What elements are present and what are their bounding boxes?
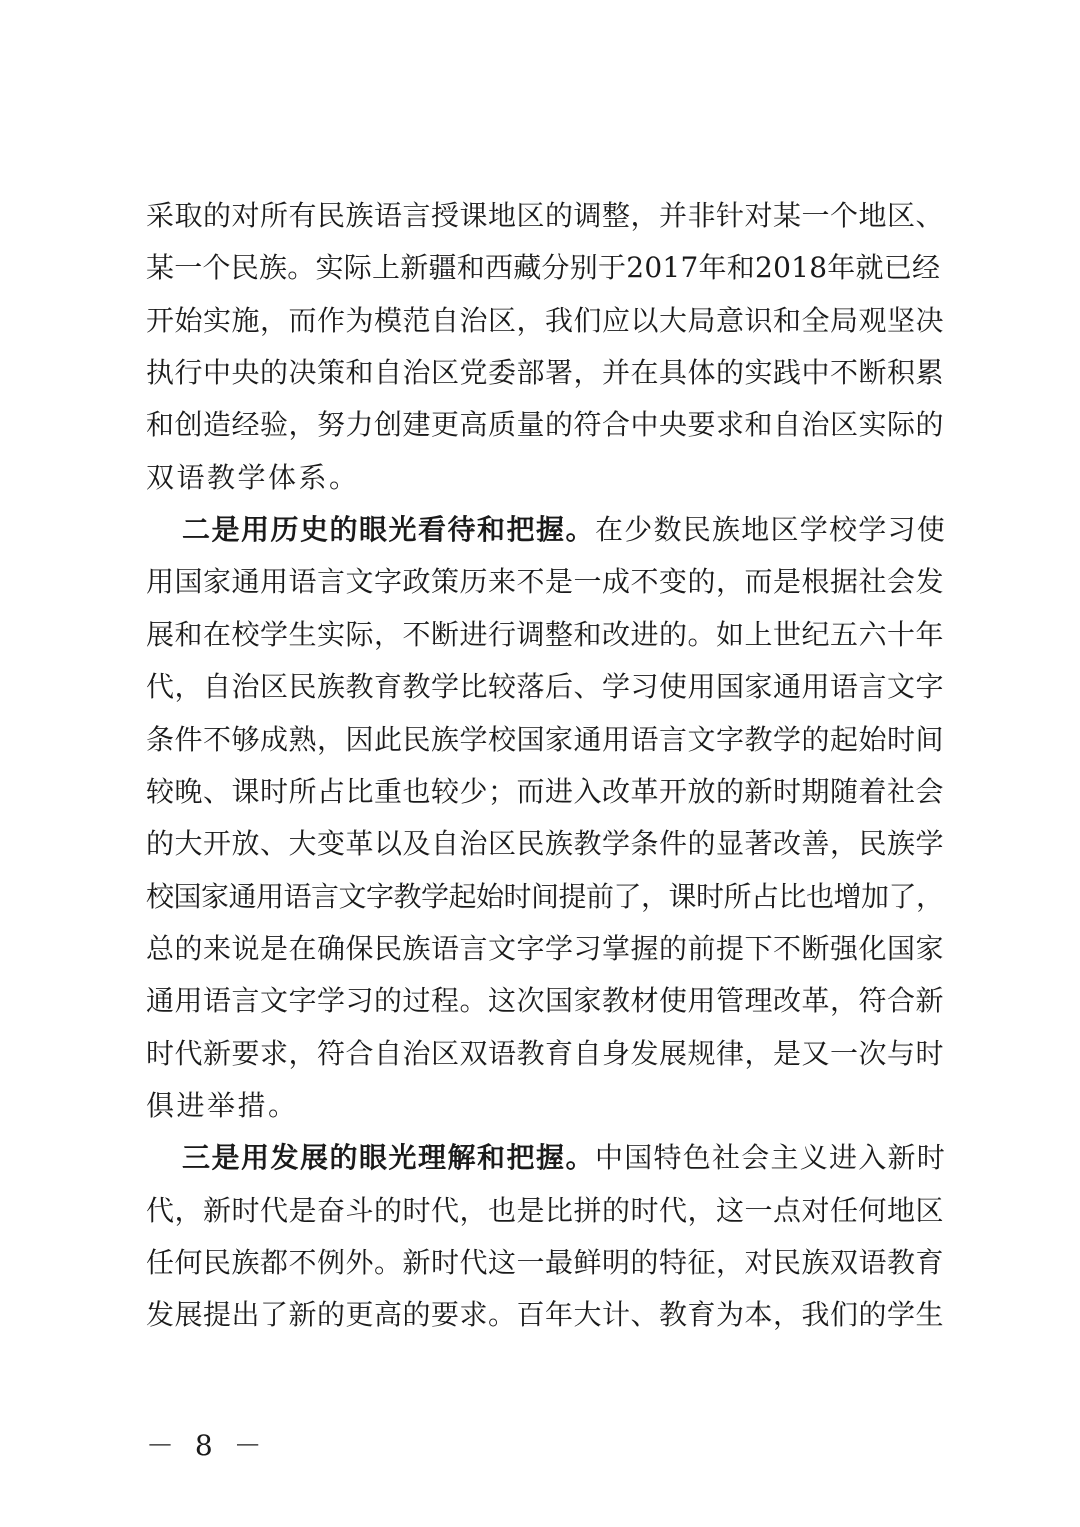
text-line: [146, 405, 946, 445]
paragraph-lead: 三是用发展的眼光理解和把握。: [182, 1141, 596, 1175]
line-text: 的大开放、大变革以及自治区民族教学条件的显著改善，民族学: [146, 827, 945, 861]
line-text: 任何民族都不例外。新时代这一最鲜明的特征，对民族双语教育: [146, 1246, 945, 1279]
page-number: － 8 －: [146, 1429, 268, 1462]
text-line: [182, 510, 946, 550]
line-text: 在少数民族地区学校学习使: [595, 513, 947, 547]
line-text: 时代新要求，符合自治区双语教育自身发展规律，是又一次与时: [146, 1036, 945, 1070]
line-text: 代，新时代是奋斗的时代，也是比拼的时代，这一点对任何地区: [146, 1193, 945, 1227]
line-text: 总的来说是在确保民族语言文字学习掌握的前提下不断强化国家: [146, 931, 945, 965]
text-line: [146, 1086, 946, 1126]
line-text: 较晚、课时所占比重也较少；而进入改革开放的新时期随着社会: [146, 774, 945, 808]
line-text: 和创造经验，努力创建更高质量的符合中央要求和自治区实际的: [146, 408, 945, 442]
line-text: 展和在校学生实际，不断进行调整和改进的。如上世纪五六十年: [146, 617, 945, 651]
text-line: [146, 877, 946, 917]
text-line: [146, 772, 946, 812]
line-text: 某一个民族。实际上新疆和西藏分别于2017年和2018年就已经: [146, 251, 941, 285]
line-text: 开始实施，而作为模范自治区，我们应以大局意识和全局观坚决: [146, 303, 945, 337]
line-text: 采取的对所有民族语言授课地区的调整，并非针对某一个地区、: [146, 199, 945, 232]
text-line: [146, 615, 946, 655]
text-line: [146, 301, 946, 341]
text-line: [146, 981, 946, 1021]
line-text: 双语教学体系。: [146, 460, 360, 494]
line-text: 条件不够成熟，因此民族学校国家通用语言文字教学的起始时间: [146, 722, 945, 756]
text-line: [146, 1191, 946, 1231]
line-text: 发展提出了新的更高的要求。百年大计、教育为本，我们的学生: [146, 1298, 945, 1332]
line-text: 校国家通用语言文字教学起始时间提前了，课时所占比也增加了，: [146, 879, 944, 913]
text-line: [146, 562, 946, 602]
line-text: 通用语言文字学习的过程。这次国家教材使用管理改革，符合新: [146, 984, 945, 1018]
text-line: [146, 929, 946, 969]
text-line: [146, 1034, 946, 1074]
text-line: [182, 1138, 946, 1178]
text-line: [146, 458, 946, 498]
line-text: 代，自治区民族教育教学比较落后、学习使用国家通用语言文字: [146, 670, 945, 704]
text-line: [146, 667, 946, 707]
line-text: 中国特色社会主义进入新时: [595, 1141, 947, 1175]
paragraph-lead: 二是用历史的眼光看待和把握。: [182, 513, 596, 547]
text-line: [146, 824, 946, 864]
text-line: [146, 196, 946, 236]
text-line: [146, 720, 946, 760]
text-line: [146, 1295, 946, 1335]
line-text: 用国家通用语言文字政策历来不是一成不变的，而是根据社会发: [146, 565, 945, 599]
text-line: [146, 1243, 946, 1283]
line-text: 执行中央的决策和自治区党委部署，并在具体的实践中不断积累: [146, 356, 945, 390]
line-text: 俱进举措。: [146, 1088, 299, 1122]
text-line: [146, 353, 946, 393]
text-line: [146, 248, 946, 288]
